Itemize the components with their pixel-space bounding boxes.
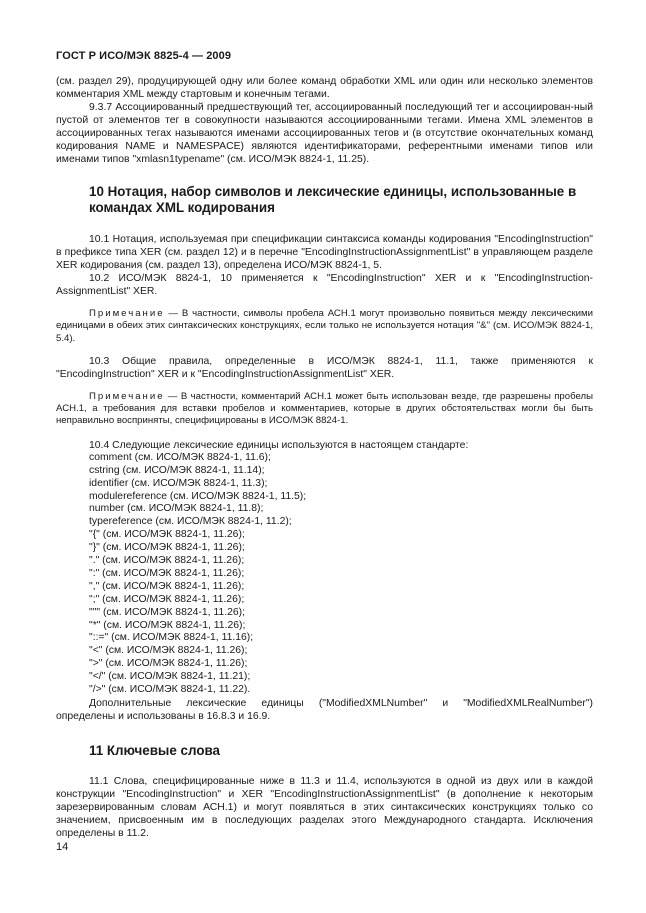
paragraph-10-3: 10.3 Общие правила, определенные в ИСО/МЭК 8824-1, 11.1, также применяются к "EncodingInstruction" XER и к "EncodingInstructionAssignmentList" XER.	[56, 355, 593, 380]
lexical-unit-item: typereference (см. ИСО/МЭК 8824-1, 11.2);	[89, 516, 292, 528]
lexical-unit-item: number (см. ИСО/МЭК 8824-1, 11.8);	[89, 503, 264, 515]
lexical-unit-item: ":" (см. ИСО/МЭК 8824-1, 11.26);	[89, 567, 245, 579]
lexical-unit-item: cstring (см. ИСО/МЭК 8824-1, 11.14);	[89, 464, 265, 476]
lexical-unit-item: "/>" (см. ИСО/МЭК 8824-1, 11.22).	[89, 684, 251, 696]
document-header: ГОСТ Р ИСО/МЭК 8825-4 — 2009	[56, 50, 232, 62]
note-2	[56, 391, 593, 428]
lexical-unit-item: "</" (см. ИСО/МЭК 8824-1, 11.21);	[89, 671, 251, 683]
lexical-unit-item: identifier (см. ИСО/МЭК 8824-1, 11.3);	[89, 477, 268, 489]
paragraph-intro-continuation: (см. раздел 29), продуцирующей одну или более команд обработки XML или один или несколько элементов комментария XML между стартовым и конечным тегами.	[56, 76, 593, 100]
lexical-unit-item: """ (см. ИСО/МЭК 8824-1, 11.26);	[89, 606, 246, 618]
paragraph-11-1: 11.1 Слова, специфицированные ниже в 11.3 и 11.4, используются в одной из двух или в каждой конструкции "EncodingInstruction" и XER "EncodingInstructionAssignmentList" (в дополнение к некоторым зарезервированным словам АСН.1) и могут появляться в этих синтаксических конструкциях только со значением, присвоенным им в последующих разделах этого Международного стандарта. Исключения определены в 11.2.	[56, 776, 593, 839]
lexical-unit-item: "::=" (см. ИСО/МЭК 8824-1, 11.16);	[89, 632, 254, 644]
lexical-unit-item: modulereference (см. ИСО/МЭК 8824-1, 11.5);	[89, 490, 307, 502]
page-body	[56, 75, 593, 840]
lexical-unit-item: ";" (см. ИСО/МЭК 8824-1, 11.26);	[89, 593, 245, 605]
lexical-unit-item: "," (см. ИСО/МЭК 8824-1, 11.26);	[89, 580, 245, 592]
paragraph-10-2: 10.2 ИСО/МЭК 8824-1, 10 применяется к "EncodingInstruction" XER и к "EncodingInstruction-AssignmentList" XER.	[56, 273, 593, 297]
lexical-unit-item: ">" (см. ИСО/МЭК 8824-1, 11.26);	[89, 658, 248, 670]
lexical-unit-item: "*" (см. ИСО/МЭК 8824-1, 11.26);	[89, 619, 246, 631]
lexical-unit-item: "<" (см. ИСО/МЭК 8824-1, 11.26);	[89, 645, 248, 657]
lexical-units-list	[56, 452, 593, 697]
lexical-unit-item: "{" (см. ИСО/МЭК 8824-1, 11.26);	[89, 529, 245, 541]
paragraph-additional-lexical-units: Дополнительные лексические единицы ("ModifiedXMLNumber" и "ModifiedXMLRealNumber") определены и использованы в 16.8.3 и 16.9.	[56, 698, 593, 722]
lexical-unit-item: "}" (см. ИСО/МЭК 8824-1, 11.26);	[89, 542, 245, 554]
note-2-label: Примечание	[89, 390, 165, 402]
note-2-text: — В частности, комментарий АСН.1 может быть использован везде, где разрешены пробелы АСН.1, а требования для вставки пробелов и комментариев, которые в других обстоятельствах могли бы быть неправильно восприняты, специфицированы в ИСО/МЭК 8824-1.	[56, 390, 593, 427]
lexical-unit-item: "." (см. ИСО/МЭК 8824-1, 11.26);	[89, 555, 245, 567]
note-1	[56, 308, 593, 345]
note-1-label: Примечание	[89, 308, 165, 319]
paragraph-9-3-7: 9.3.7 Ассоциированный предшествующий тег, ассоциированный последующий тег и ассоциирован-ный пустой от элементов тег в совокупности называются ассоциированными тегами. Имена XML элементов в ассоциированных тегах называются именами ассоциированных тегов и (в отсутствие окончательных команд кодирования NAME и NAMESPACE) являются идентификаторами, референтными именами типов или именами типов "xmlasn1typename" (см. ИСО/МЭК 8824-1, 11.25).	[56, 102, 593, 165]
lexical-unit-item: comment (см. ИСО/МЭК 8824-1, 11.6);	[89, 451, 271, 463]
paragraph-10-4: 10.4 Следующие лексические единицы используются в настоящем стандарте:	[89, 439, 469, 451]
section-10-heading: 10 Нотация, набор символов и лексические единицы, использованные в командах XML кодирования	[89, 184, 577, 215]
note-1-text: — В частности, символы пробела АСН.1 могут произвольно появиться между лексическими единицами в обеих этих синтаксических конструкциях, если только не используется нотация "&" (см. ИСО/МЭК 8824-1, 5.4).	[56, 308, 593, 344]
paragraph-10-1: 10.1 Нотация, используемая при спецификации синтаксиса команды кодирования "EncodingInstruction" в префиксе типа XER (см. раздел 12) и в перечне "EncodingInstructionAssignmentList" в управляющем разделе XER кодирования (см. раздел 13), определена ИСО/МЭК 8824-1, 5.	[56, 234, 593, 271]
section-11-heading: 11 Ключевые слова	[89, 743, 220, 758]
page-number: 14	[56, 841, 69, 853]
